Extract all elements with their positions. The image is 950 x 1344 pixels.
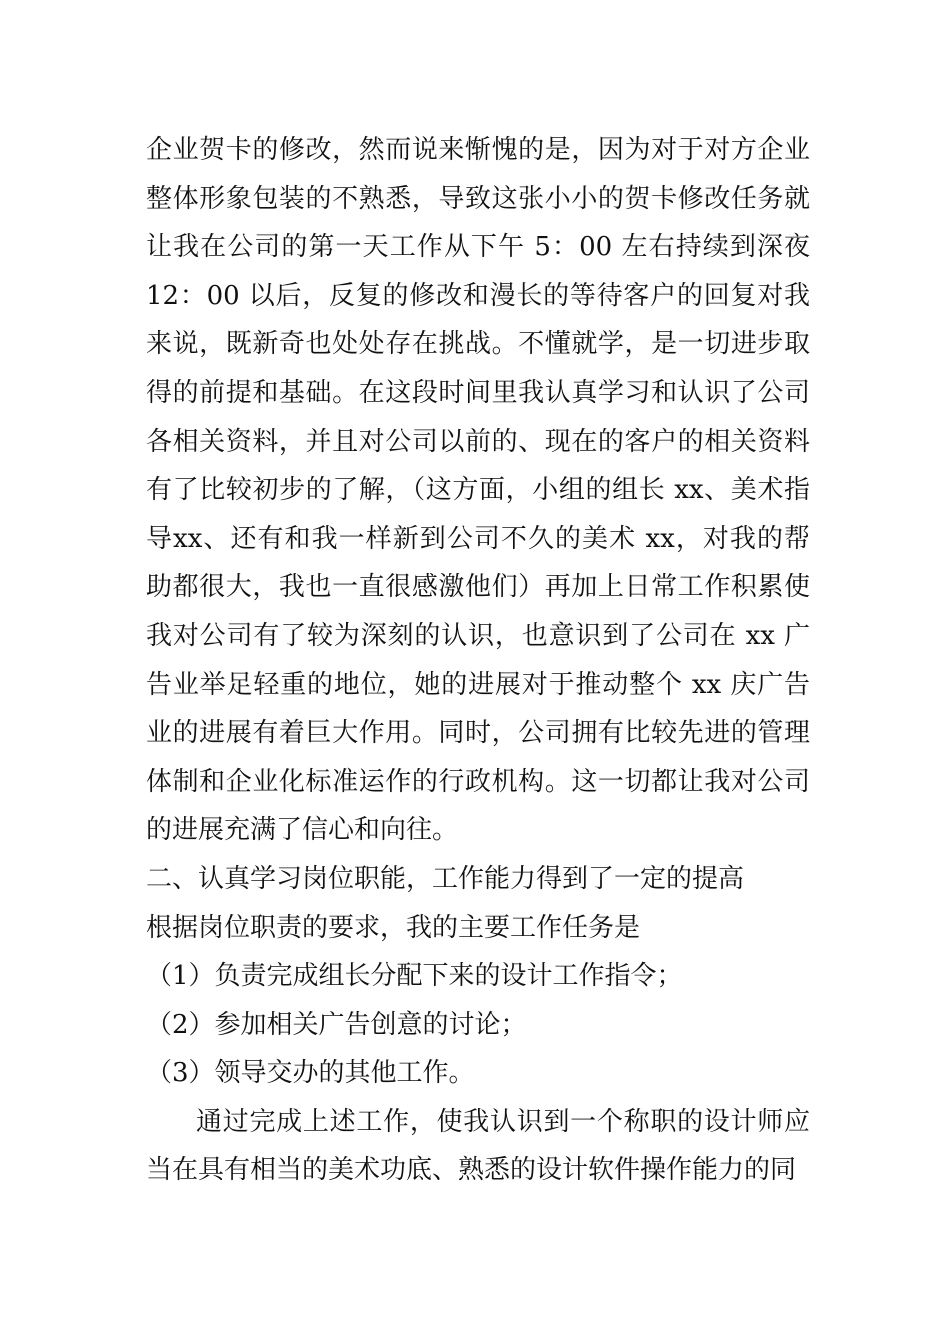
duty-item: （1）负责完成组长分配下来的设计工作指令； bbox=[146, 961, 683, 992]
document-body bbox=[146, 126, 810, 1195]
section-heading: 二、认真学习岗位职能，工作能力得到了一定的提高 bbox=[146, 863, 745, 894]
duty-item: （2）参加相关广告创意的讨论； bbox=[146, 1009, 527, 1040]
duties-intro: 根据岗位职责的要求，我的主要工作任务是 bbox=[146, 912, 641, 943]
closing-paragraph: 通过完成上述工作，使我认识到一个称职的设计师应当在具有相当的美术功底、熟悉的设计软件操作能力的同 bbox=[146, 1106, 810, 1186]
opening-paragraph: 企业贺卡的修改，然而说来惭愧的是，因为对于对方企业整体形象包装的不熟悉，导致这张小小的贺卡修改任务就让我在公司的第一天工作从下午 5：00 左右持续到深夜 12：00 以后，反复的修改和漫长的等待客户的回复对我来说，既新奇也处处存在挑战。不懂就学，是一切进步取得的前提和基础。在这段时间里我认真学习和认识了公司各相关资料，并且对公司以前的、现在的客户的相关资料有了比较初步的了解，（这方面，小组的组长 xx、美术指导xx、还有和我一样新到公司不久的美术 xx，对我的帮助都很大，我也一直很感激他们）再加上日常工作积累使我对公司有了较为深刻的认识，也意识到了公司在 xx 广告业举足轻重的地位，她的进展对于推动整个 xx 庆广告业的进展有着巨大作用。同时，公司拥有比较先进的管理体制和企业化标准运作的行政机构。这一切都让我对公司的进展充满了信心和向往。 bbox=[146, 135, 810, 846]
duty-item: （3）领导交办的其他工作。 bbox=[146, 1058, 475, 1089]
